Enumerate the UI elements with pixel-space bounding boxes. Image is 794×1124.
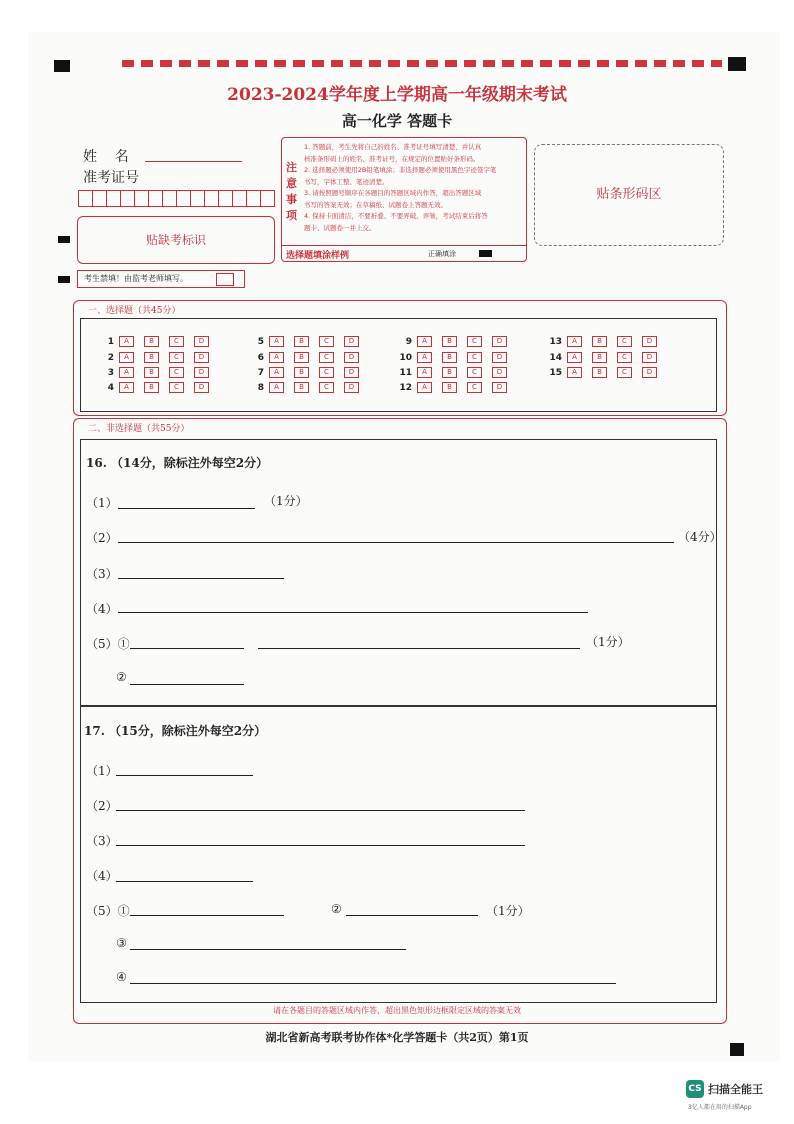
mcq-question-number: 1: [107, 336, 114, 347]
mcq-question-row: [398, 367, 517, 378]
mcq-option-bubble[interactable]: A: [417, 336, 432, 347]
q16-answer-box: [80, 439, 717, 707]
mcq-option-bubble[interactable]: A: [567, 352, 582, 363]
mcq-option-bubble[interactable]: B: [144, 352, 159, 363]
mcq-question-number: 5: [257, 336, 264, 347]
mcq-option-bubble[interactable]: C: [319, 367, 334, 378]
mcq-question-row: [100, 367, 219, 378]
q16-part4-answer-line[interactable]: [118, 612, 588, 613]
mcq-option-bubble[interactable]: C: [617, 336, 632, 347]
mcq-option-bubble[interactable]: D: [344, 336, 359, 347]
mcq-option-bubble[interactable]: B: [144, 382, 159, 393]
mcq-option-bubble[interactable]: D: [642, 367, 657, 378]
mcq-option-bubble[interactable]: D: [194, 352, 209, 363]
name-label: 姓 名: [83, 149, 129, 165]
proctor-fill-box[interactable]: [216, 273, 234, 286]
corner-marker-top-right: [728, 57, 746, 71]
mcq-option-bubble[interactable]: C: [319, 336, 334, 347]
mcq-question-number: 3: [107, 367, 114, 378]
mcq-question-row: [100, 336, 219, 347]
mcq-option-bubble[interactable]: C: [467, 336, 482, 347]
mcq-question-number: 10: [399, 352, 412, 363]
notice-item: 书写，字体工整、笔迹清楚。: [304, 177, 389, 186]
mcq-option-bubble[interactable]: A: [269, 352, 284, 363]
mcq-question-number: 4: [107, 382, 114, 393]
barcode-area: [534, 144, 724, 246]
answer-area-warning: 请在各题目的答题区域内作答，超出黑色矩形边框限定区域的答案无效: [273, 1006, 521, 1015]
exam-id-grid[interactable]: [78, 190, 274, 211]
mcq-option-bubble[interactable]: C: [617, 352, 632, 363]
mcq-option-bubble[interactable]: C: [169, 382, 184, 393]
scanner-watermark: [686, 1080, 786, 1116]
mcq-option-bubble[interactable]: C: [169, 352, 184, 363]
mcq-option-bubble[interactable]: C: [467, 352, 482, 363]
mcq-question-row: [398, 336, 517, 347]
q16-part4-label: （4）: [86, 602, 118, 616]
scanner-brand: 扫描全能王: [708, 1083, 763, 1096]
mcq-option-bubble[interactable]: B: [592, 367, 607, 378]
proctor-note-label: 考生禁填！由监考老师填写。: [84, 274, 188, 283]
mcq-question-row: [548, 367, 667, 378]
mcq-option-bubble[interactable]: A: [417, 352, 432, 363]
mcq-option-bubble[interactable]: B: [294, 367, 309, 378]
q17-part3-answer-line[interactable]: [116, 845, 525, 846]
q16-part5-sub2-answer-line[interactable]: [130, 684, 244, 685]
missing-exam-label: 贴缺考标识: [145, 233, 206, 247]
q16-part1-answer-line[interactable]: [118, 508, 255, 509]
q16-part5-sub2-label: ②: [116, 670, 127, 684]
mcq-option-bubble[interactable]: A: [567, 367, 582, 378]
mcq-question-row: [548, 352, 667, 363]
mcq-question-row: [250, 367, 369, 378]
q17-header: 17. （15分，除标注外每空2分）: [84, 724, 267, 738]
mcq-question-row: [250, 352, 369, 363]
mcq-option-bubble[interactable]: D: [194, 336, 209, 347]
mcq-option-bubble[interactable]: A: [119, 382, 134, 393]
page-footer: 湖北省新高考联考协作体*化学答题卡（共2页）第1页: [265, 1031, 529, 1044]
mcq-option-bubble[interactable]: A: [417, 382, 432, 393]
mcq-option-bubble[interactable]: D: [492, 352, 507, 363]
mcq-question-number: 14: [549, 352, 562, 363]
notice-side-label: 注意事项: [286, 161, 297, 222]
mcq-question-number: 9: [405, 336, 412, 347]
mcq-option-bubble[interactable]: B: [592, 336, 607, 347]
q17-part5-label: （5）①: [86, 904, 130, 918]
top-timing-track: [122, 60, 722, 67]
fill-sample-row: [282, 245, 526, 262]
mcq-option-bubble[interactable]: D: [344, 382, 359, 393]
mcq-option-bubble[interactable]: A: [119, 352, 134, 363]
mcq-option-bubble[interactable]: D: [194, 367, 209, 378]
mcq-option-bubble[interactable]: D: [492, 382, 507, 393]
q17-part5-score: （1分）: [486, 904, 530, 918]
section2-title: 二、非选择题（共55分）: [88, 424, 190, 434]
mcq-question-number: 15: [549, 367, 562, 378]
mcq-option-bubble[interactable]: B: [294, 336, 309, 347]
mcq-question-number: 7: [257, 367, 264, 378]
q16-part2-label: （2）: [86, 531, 118, 545]
mcq-option-bubble[interactable]: D: [492, 367, 507, 378]
q16-part5-score: （1分）: [586, 635, 630, 649]
q17-part1-label: （1）: [86, 764, 118, 778]
mcq-option-bubble[interactable]: D: [492, 336, 507, 347]
notice-item: 书写的答案无效；在草稿纸、试题卷上答题无效。: [304, 200, 447, 209]
mcq-option-bubble[interactable]: A: [269, 382, 284, 393]
notice-item: 核准条形码上的姓名、准考证号，在规定的位置贴好条形码。: [304, 154, 480, 163]
mcq-question-row: [100, 382, 219, 393]
q16-part5-label: （5）①: [86, 637, 130, 651]
mcq-question-row: [250, 382, 369, 393]
timing-mark-left-2: [58, 276, 70, 283]
q16-part1-score: （1分）: [264, 494, 308, 508]
mcq-option-bubble[interactable]: D: [344, 352, 359, 363]
scanner-logo: CS: [686, 1080, 704, 1098]
mcq-option-bubble[interactable]: B: [144, 367, 159, 378]
missing-exam-box: [77, 216, 275, 264]
notice-item: 4. 保持卡面清洁，不要折叠、不要弄破、弄皱，考试结束后将答: [304, 212, 488, 220]
mcq-option-bubble[interactable]: B: [592, 352, 607, 363]
q17-part5-sub2-label: ②: [331, 902, 342, 916]
q17-part4-answer-line[interactable]: [116, 881, 253, 882]
mcq-question-row: [548, 336, 667, 347]
mcq-option-bubble[interactable]: B: [294, 382, 309, 393]
section1-title: 一、选择题（共45分）: [88, 306, 181, 316]
corner-marker-top-left: [54, 60, 70, 72]
q16-part2-answer-line[interactable]: [118, 542, 674, 543]
q17-part4-label: （4）: [86, 869, 118, 883]
mcq-option-bubble[interactable]: C: [617, 367, 632, 378]
proctor-note-box: [77, 270, 245, 288]
q16-part2-score: （4分）: [678, 530, 722, 544]
q17-answer-box: [80, 705, 717, 1003]
notice-item: 题卡、试题卷一并上交。: [304, 223, 376, 232]
section1-answer-grid: [80, 318, 717, 412]
q17-part5-sub4-answer-line[interactable]: [130, 983, 616, 984]
q17-part2-answer-line[interactable]: [116, 810, 525, 811]
mcq-option-bubble[interactable]: A: [119, 367, 134, 378]
mcq-option-bubble[interactable]: C: [169, 367, 184, 378]
mcq-question-number: 8: [257, 382, 264, 393]
mcq-option-bubble[interactable]: A: [269, 367, 284, 378]
notice-items: [304, 142, 522, 234]
notice-item: 1. 答题前，考生先将自己的姓名、准考证号填写清楚，并认真: [304, 143, 482, 151]
mcq-option-bubble[interactable]: B: [294, 352, 309, 363]
mcq-question-number: 2: [107, 352, 114, 363]
mcq-option-bubble[interactable]: B: [144, 336, 159, 347]
mcq-option-bubble[interactable]: C: [467, 367, 482, 378]
notice-item: 3. 请按照题号顺序在各题目的答题区域内作答，超出答题区域: [304, 189, 482, 197]
mcq-option-bubble[interactable]: A: [119, 336, 134, 347]
mcq-option-bubble[interactable]: C: [319, 352, 334, 363]
q16-part3-answer-line[interactable]: [118, 578, 284, 579]
q16-part1-label: （1）: [86, 496, 118, 510]
mcq-option-bubble[interactable]: B: [442, 367, 457, 378]
timing-mark-left-1: [58, 236, 70, 243]
sheet-subtitle: 高一化学 答题卡: [341, 112, 453, 130]
mcq-option-bubble[interactable]: A: [417, 367, 432, 378]
mcq-question-number: 11: [399, 367, 412, 378]
mcq-question-row: [398, 352, 517, 363]
q17-part5-sub2-answer-line[interactable]: [346, 915, 478, 916]
notice-item: 2. 选择题必须使用2B铅笔填涂；非选择题必须使用黑色字迹签字笔: [304, 166, 497, 174]
mcq-option-bubble[interactable]: B: [442, 336, 457, 347]
q16-part5-answer-line-1[interactable]: [130, 648, 244, 649]
mcq-option-bubble[interactable]: B: [442, 352, 457, 363]
mcq-option-bubble[interactable]: D: [642, 336, 657, 347]
q17-part5-sub3-answer-line[interactable]: [130, 949, 406, 950]
mcq-option-bubble[interactable]: B: [442, 382, 457, 393]
name-field-line[interactable]: [145, 161, 242, 162]
q17-part5-sub3-label: ③: [116, 936, 127, 950]
q16-header: 16. （14分，除标注外每空2分）: [86, 456, 269, 470]
mcq-option-bubble[interactable]: D: [642, 352, 657, 363]
q17-part5-sub4-label: ④: [116, 970, 127, 984]
mcq-option-bubble[interactable]: C: [319, 382, 334, 393]
q17-part1-answer-line[interactable]: [116, 775, 253, 776]
mcq-option-bubble[interactable]: A: [269, 336, 284, 347]
exam-id-label: 准考证号: [83, 170, 139, 186]
mcq-question-row: [100, 352, 219, 363]
mcq-option-bubble[interactable]: C: [467, 382, 482, 393]
mcq-question-row: [398, 382, 517, 393]
q17-part3-label: （3）: [86, 834, 118, 848]
mcq-option-bubble[interactable]: A: [567, 336, 582, 347]
notice-box: [281, 137, 527, 262]
correct-fill-label: 正确填涂: [428, 250, 456, 258]
exam-title: 2023-2024学年度上学期高一年级期末考试: [227, 85, 567, 105]
fill-sample-label: 选择题填涂样例: [286, 251, 350, 261]
q17-part5-answer-line-1[interactable]: [130, 915, 284, 916]
barcode-label: 贴条形码区: [596, 187, 662, 202]
mcq-option-bubble[interactable]: D: [194, 382, 209, 393]
mcq-question-number: 12: [399, 382, 412, 393]
mcq-question-row: [250, 336, 369, 347]
q16-part5-answer-line-2[interactable]: [258, 648, 580, 649]
mcq-question-number: 13: [549, 336, 562, 347]
correct-fill-sample: [479, 250, 492, 257]
mcq-option-bubble[interactable]: C: [169, 336, 184, 347]
q16-part3-label: （3）: [86, 567, 118, 581]
scanner-tagline: 3亿人都在用的扫描App: [688, 1104, 752, 1111]
q17-part2-label: （2）: [86, 799, 118, 813]
mcq-option-bubble[interactable]: D: [344, 367, 359, 378]
mcq-question-number: 6: [257, 352, 264, 363]
